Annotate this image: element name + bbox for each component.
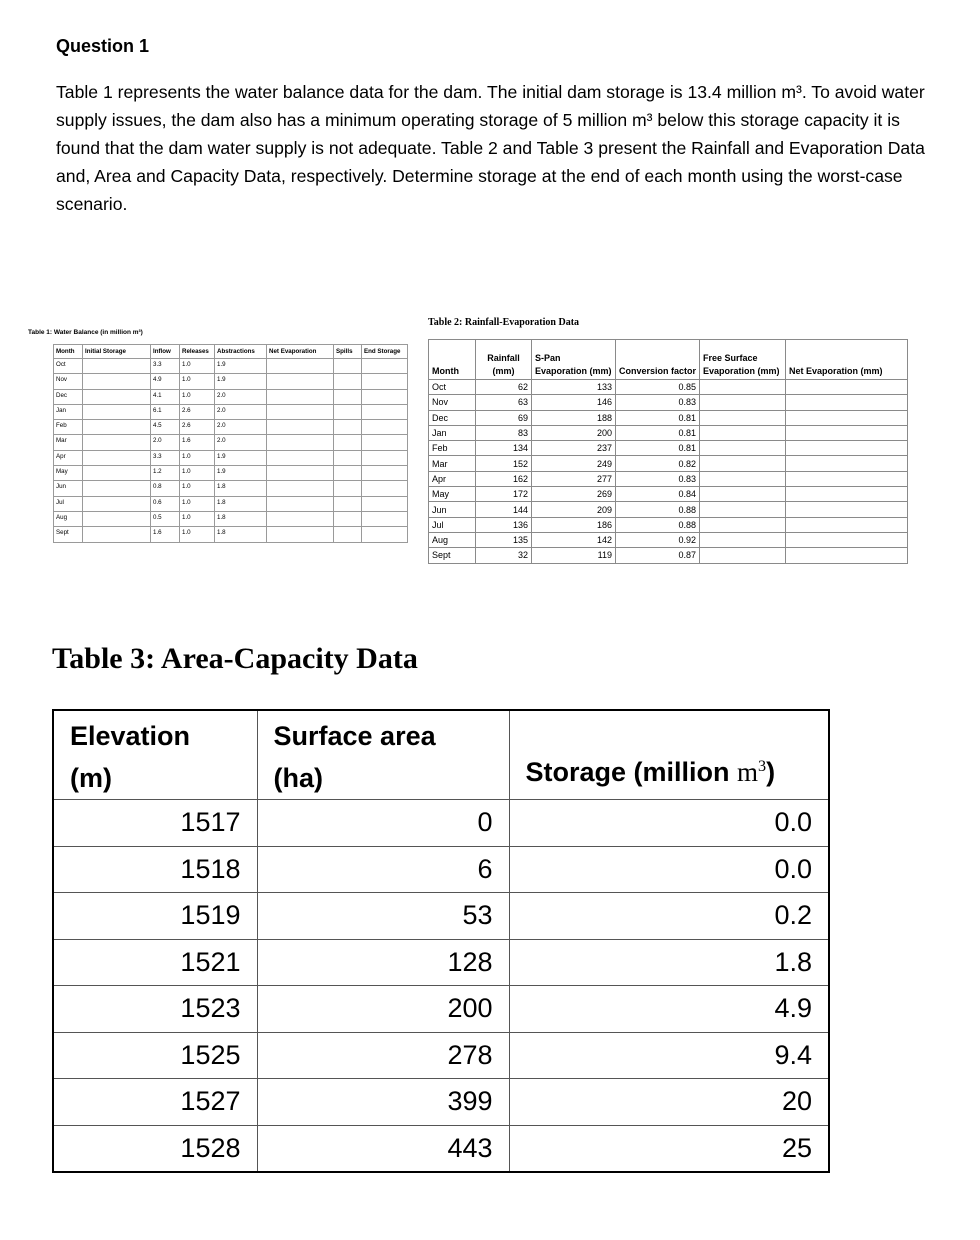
table-cell — [267, 435, 334, 450]
table-cell: 0.88 — [616, 517, 700, 532]
table-row — [429, 441, 908, 456]
table-cell: Mar — [429, 456, 476, 471]
table-cell: 4.5 — [151, 420, 180, 435]
table-cell — [334, 374, 362, 389]
header-elevation: Elevation (m) — [53, 710, 257, 800]
table3-caption: Table 3: Area-Capacity Data — [52, 642, 418, 675]
table-cell — [786, 395, 908, 410]
table-cell: 146 — [532, 395, 616, 410]
table-cell — [700, 532, 786, 547]
question-title: Question 1 — [56, 36, 150, 56]
table-cell — [334, 527, 362, 542]
table-cell — [786, 487, 908, 502]
table-cell — [362, 389, 408, 404]
table-cell: 1.0 — [180, 511, 215, 526]
table-header-row — [53, 710, 829, 800]
table-cell: 9.4 — [509, 1032, 829, 1079]
table-cell: 162 — [476, 471, 532, 486]
table-cell: 200 — [257, 986, 509, 1033]
table-cell: 4.9 — [509, 986, 829, 1033]
table-cell — [786, 410, 908, 425]
table-cell: 152 — [476, 456, 532, 471]
table-row — [54, 496, 408, 511]
table-row — [54, 466, 408, 481]
table-cell: Apr — [54, 450, 83, 465]
table-cell: 1.0 — [180, 450, 215, 465]
table-cell: May — [54, 466, 83, 481]
table-cell: 1.2 — [151, 466, 180, 481]
table-cell: 0.83 — [616, 471, 700, 486]
table-row — [54, 481, 408, 496]
header-cell: Month — [54, 345, 83, 359]
table-row — [53, 1032, 829, 1079]
table-cell — [700, 425, 786, 440]
table-row — [429, 502, 908, 517]
table-cell — [83, 527, 151, 542]
table-cell: 3.3 — [151, 359, 180, 374]
table-cell — [334, 481, 362, 496]
table-cell: 4.9 — [151, 374, 180, 389]
table-cell: 1.9 — [215, 450, 267, 465]
table-cell: 0.5 — [151, 511, 180, 526]
table-cell — [334, 496, 362, 511]
table-cell: 0.82 — [616, 456, 700, 471]
table-cell: 0.92 — [616, 532, 700, 547]
table-cell: 142 — [532, 532, 616, 547]
table-cell — [83, 435, 151, 450]
table-cell — [267, 359, 334, 374]
table-cell: 133 — [532, 380, 616, 395]
table-row — [429, 487, 908, 502]
table-cell — [786, 517, 908, 532]
table-cell: Sept — [54, 527, 83, 542]
table-cell: 20 — [509, 1079, 829, 1126]
table-cell: 2.6 — [180, 404, 215, 419]
table-row — [54, 389, 408, 404]
table-cell — [700, 517, 786, 532]
table-row — [54, 435, 408, 450]
table-cell — [334, 466, 362, 481]
table-cell: 1.8 — [215, 511, 267, 526]
table-cell — [700, 502, 786, 517]
table-cell — [267, 466, 334, 481]
table-row — [54, 527, 408, 542]
table-cell: 0.0 — [509, 846, 829, 893]
table-row — [429, 517, 908, 532]
table-cell: 128 — [257, 939, 509, 986]
table-row — [53, 986, 829, 1033]
table-cell: 0.6 — [151, 496, 180, 511]
table-cell — [267, 527, 334, 542]
table-cell: Oct — [429, 380, 476, 395]
header-cell: S-Pan Evaporation (mm) — [532, 340, 616, 380]
table-cell: Jan — [429, 425, 476, 440]
table-cell: 0.81 — [616, 441, 700, 456]
table-cell: 2.0 — [215, 420, 267, 435]
header-cell: Spills — [334, 345, 362, 359]
table-cell — [267, 511, 334, 526]
table-cell — [267, 404, 334, 419]
table-cell — [267, 450, 334, 465]
table-row — [429, 456, 908, 471]
table-cell: 209 — [532, 502, 616, 517]
table-cell: 32 — [476, 548, 532, 563]
table-cell: Dec — [429, 410, 476, 425]
table-cell: Jun — [429, 502, 476, 517]
table-cell: 2.0 — [215, 404, 267, 419]
table-cell — [362, 511, 408, 526]
table-cell: 0 — [257, 800, 509, 847]
table-cell: 1.8 — [215, 481, 267, 496]
table-cell: 278 — [257, 1032, 509, 1079]
table-cell: Nov — [429, 395, 476, 410]
table-cell: 1.0 — [180, 374, 215, 389]
table-cell — [267, 481, 334, 496]
table-cell: 1.6 — [151, 527, 180, 542]
table-cell: 4.1 — [151, 389, 180, 404]
table-cell: 62 — [476, 380, 532, 395]
table-row — [53, 893, 829, 940]
table-cell — [700, 456, 786, 471]
table-row — [54, 404, 408, 419]
table-cell — [700, 395, 786, 410]
table-row — [429, 395, 908, 410]
table-cell: 83 — [476, 425, 532, 440]
table-cell: 6 — [257, 846, 509, 893]
table1-caption: Table 1: Water Balance (in million m³) — [28, 329, 143, 336]
table-cell: Apr — [429, 471, 476, 486]
table-cell: Sept — [429, 548, 476, 563]
table-cell — [334, 420, 362, 435]
table-cell: 134 — [476, 441, 532, 456]
table-cell — [362, 496, 408, 511]
table-cell: 53 — [257, 893, 509, 940]
table-cell — [700, 471, 786, 486]
table-cell: 0.85 — [616, 380, 700, 395]
table-cell: 237 — [532, 441, 616, 456]
table-row — [54, 511, 408, 526]
table-cell: 135 — [476, 532, 532, 547]
table-cell — [700, 410, 786, 425]
table-cell: 25 — [509, 1125, 829, 1172]
table-cell — [83, 420, 151, 435]
table-cell: 1.8 — [509, 939, 829, 986]
table-cell — [83, 389, 151, 404]
water-balance-table — [53, 344, 408, 543]
table-cell: Dec — [54, 389, 83, 404]
table-cell: 0.83 — [616, 395, 700, 410]
table-cell — [786, 532, 908, 547]
table-cell: 0.87 — [616, 548, 700, 563]
table-cell: 1.0 — [180, 389, 215, 404]
table-row — [54, 450, 408, 465]
table-cell: May — [429, 487, 476, 502]
table-row — [429, 425, 908, 440]
table-row — [53, 800, 829, 847]
table-cell: 0.2 — [509, 893, 829, 940]
table-cell: 144 — [476, 502, 532, 517]
question-body: Table 1 represents the water balance data for the dam. The initial dam storage is 13.4 million m³. To avoid water supply issues, the dam also has a minimum operating storage of 5 million m³ below this storage capacity it is found that the dam water supply is not adequate. Table 2 and Table 3 present the Rainfall and Evaporation Data and, Area and Capacity Data, respectively. Determine storage at the end of each month using the worst-case scenario. — [56, 82, 925, 214]
table-cell — [334, 404, 362, 419]
table-row — [429, 380, 908, 395]
table-cell: 249 — [532, 456, 616, 471]
table-cell — [334, 389, 362, 404]
table-cell: 1.9 — [215, 359, 267, 374]
table-cell — [362, 527, 408, 542]
table-cell: Feb — [54, 420, 83, 435]
table-header-row — [54, 345, 408, 359]
header-cell: Net Evaporation (mm) — [786, 340, 908, 380]
header-cell: Initial Storage — [83, 345, 151, 359]
table-cell — [83, 359, 151, 374]
table-cell: 69 — [476, 410, 532, 425]
table-cell: 63 — [476, 395, 532, 410]
table-row — [429, 410, 908, 425]
table-row — [53, 1079, 829, 1126]
table-cell: Aug — [429, 532, 476, 547]
table-cell: 1.6 — [180, 435, 215, 450]
table-cell: 186 — [532, 517, 616, 532]
table-cell: Nov — [54, 374, 83, 389]
header-cell: Free Surface Evaporation (mm) — [700, 340, 786, 380]
table-cell — [786, 456, 908, 471]
table-cell: 3.3 — [151, 450, 180, 465]
table-cell: 399 — [257, 1079, 509, 1126]
header-cell: Month — [429, 340, 476, 380]
table-cell: 1.9 — [215, 466, 267, 481]
table-cell: 0.81 — [616, 425, 700, 440]
table-cell: 1.0 — [180, 527, 215, 542]
table-cell: 2.0 — [151, 435, 180, 450]
table-row — [429, 548, 908, 563]
table-cell: 0.8 — [151, 481, 180, 496]
table-row — [53, 1125, 829, 1172]
table-row — [429, 471, 908, 486]
table-row — [53, 939, 829, 986]
table-cell: Oct — [54, 359, 83, 374]
table-cell: 277 — [532, 471, 616, 486]
table-cell: 1521 — [53, 939, 257, 986]
table-cell: Aug — [54, 511, 83, 526]
header-cell: Rainfall (mm) — [476, 340, 532, 380]
table-cell — [267, 374, 334, 389]
table-cell: 1517 — [53, 800, 257, 847]
table-cell: Jul — [54, 496, 83, 511]
table-cell — [786, 471, 908, 486]
table-cell: Feb — [429, 441, 476, 456]
table-cell: 2.6 — [180, 420, 215, 435]
table-cell: 1.0 — [180, 466, 215, 481]
table-cell — [362, 359, 408, 374]
table-cell: 1528 — [53, 1125, 257, 1172]
header-cell: Net Evaporation — [267, 345, 334, 359]
table-cell — [362, 435, 408, 450]
table-row — [54, 374, 408, 389]
table-cell: Jan — [54, 404, 83, 419]
header-surface-area: Surface area (ha) — [257, 710, 509, 800]
table-cell: 0.0 — [509, 800, 829, 847]
table-cell — [786, 548, 908, 563]
table-cell: 1523 — [53, 986, 257, 1033]
table-cell — [334, 435, 362, 450]
table-cell: 1519 — [53, 893, 257, 940]
table-row — [53, 846, 829, 893]
table-cell — [700, 548, 786, 563]
table-cell — [786, 380, 908, 395]
table-cell — [362, 404, 408, 419]
table-cell — [83, 374, 151, 389]
table-cell: Jul — [429, 517, 476, 532]
table-cell: 1.0 — [180, 496, 215, 511]
table-cell: 1518 — [53, 846, 257, 893]
table-cell: Jun — [54, 481, 83, 496]
table-cell: 0.84 — [616, 487, 700, 502]
table-cell: 1.8 — [215, 496, 267, 511]
table-cell — [334, 511, 362, 526]
table-cell: 1525 — [53, 1032, 257, 1079]
table-cell: 6.1 — [151, 404, 180, 419]
header-cell: Inflow — [151, 345, 180, 359]
table-cell: 2.0 — [215, 435, 267, 450]
table-cell — [267, 389, 334, 404]
table-cell — [267, 496, 334, 511]
table-cell — [700, 487, 786, 502]
table-cell — [362, 420, 408, 435]
table-cell: 1.9 — [215, 374, 267, 389]
table-cell — [334, 450, 362, 465]
table-cell: 0.88 — [616, 502, 700, 517]
table-cell: 1.8 — [215, 527, 267, 542]
header-storage: Storage (million $m^3$) — [509, 710, 829, 800]
table-cell: 1.0 — [180, 481, 215, 496]
table-cell: 136 — [476, 517, 532, 532]
table-cell: 200 — [532, 425, 616, 440]
table-cell: 269 — [532, 487, 616, 502]
table-cell: 1527 — [53, 1079, 257, 1126]
header-cell: Conversion factor — [616, 340, 700, 380]
table-row — [429, 532, 908, 547]
table-cell — [83, 496, 151, 511]
table-row — [54, 420, 408, 435]
header-cell: End Storage — [362, 345, 408, 359]
table-cell — [700, 380, 786, 395]
table-cell — [362, 466, 408, 481]
table-cell: 172 — [476, 487, 532, 502]
header-cell: Abstractions — [215, 345, 267, 359]
table2-caption: Table 2: Rainfall-Evaporation Data — [428, 317, 580, 328]
table-cell: 2.0 — [215, 389, 267, 404]
table-cell — [362, 481, 408, 496]
table-cell — [362, 450, 408, 465]
rainfall-evaporation-table — [428, 339, 908, 564]
table-cell: 188 — [532, 410, 616, 425]
table-cell: 0.81 — [616, 410, 700, 425]
table-cell — [362, 374, 408, 389]
table-cell: Mar — [54, 435, 83, 450]
table-cell — [334, 359, 362, 374]
table-cell — [83, 404, 151, 419]
table-row — [54, 359, 408, 374]
table-header-row — [429, 340, 908, 380]
table-cell: 1.0 — [180, 359, 215, 374]
table-cell — [700, 441, 786, 456]
table-cell — [786, 441, 908, 456]
table-cell — [786, 425, 908, 440]
table-cell — [786, 502, 908, 517]
area-capacity-table — [52, 709, 830, 1173]
table-cell — [83, 450, 151, 465]
table-cell — [83, 481, 151, 496]
table-cell: 443 — [257, 1125, 509, 1172]
table-cell: 119 — [532, 548, 616, 563]
table-cell — [83, 466, 151, 481]
header-cell: Releases — [180, 345, 215, 359]
table-cell — [83, 511, 151, 526]
table-cell — [267, 420, 334, 435]
